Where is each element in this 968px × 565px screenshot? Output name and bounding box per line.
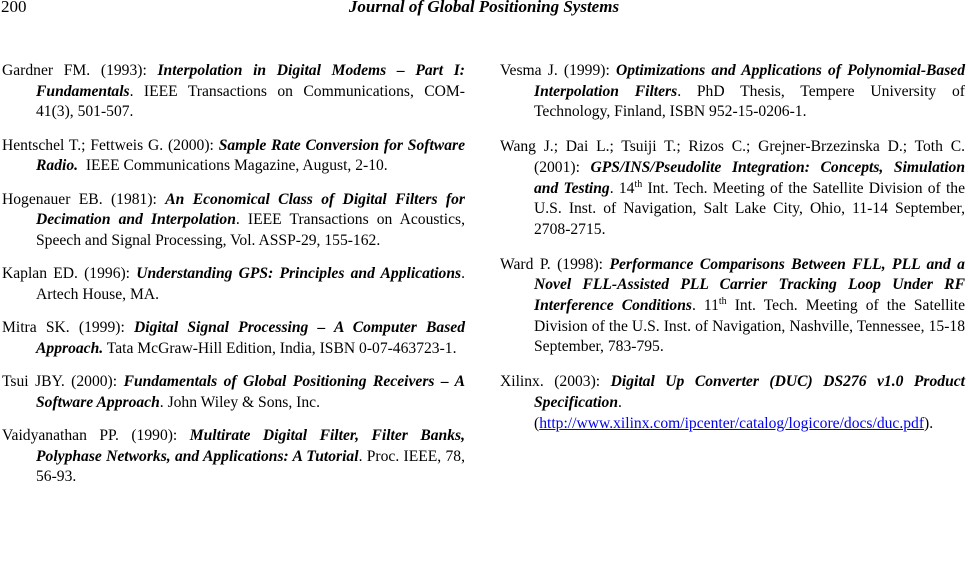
reference-url-link[interactable]: http://www.xilinx.com/ipcenter/catalog/logicore/docs/duc.pdf bbox=[539, 414, 925, 432]
reference-authors: Hentschel T.; Fettweis G. (2000): bbox=[2, 136, 219, 154]
reference-authors: Vesma J. (1999): bbox=[500, 62, 616, 79]
journal-title: Journal of Global Positioning Systems bbox=[348, 0, 620, 16]
reference-title: An Economical Class of Digital Filters for Decimation and Interpolation bbox=[36, 190, 465, 229]
reference-gardner bbox=[2, 61, 465, 123]
reference-title: Understanding GPS: Principles and Applications bbox=[136, 265, 462, 283]
reference-details-continued: Int. Tech. Meeting of the Satellite Division of the U.S. Inst. of Navigation, Salt Lake City, Ohio, 11-14 September, 2708-2715. bbox=[534, 179, 965, 238]
reference-vesma bbox=[500, 61, 965, 123]
reference-authors: Hogenauer EB. (1981): bbox=[2, 190, 166, 208]
reference-authors: Ward P. (1998): bbox=[500, 255, 610, 273]
reference-authors: Tsui JBY. (2000): bbox=[2, 372, 124, 390]
reference-title: Optimizations and Applications of Polynomial-Based Interpolation Filters bbox=[534, 62, 966, 100]
ordinal-suffix: th bbox=[718, 296, 727, 308]
reference-details: . IEEE Transactions on Communications, COM-41(3), 501-507. bbox=[36, 82, 465, 121]
reference-hentschel bbox=[2, 136, 465, 177]
reference-details: IEEE Communications Magazine, August, 2-10. bbox=[78, 157, 388, 175]
reference-wang bbox=[500, 137, 965, 241]
reference-details: . PhD Thesis, Tempere University of Technology, Finland, ISBN 952-15-0206-1. bbox=[534, 82, 966, 121]
reference-authors: Xilinx. (2003): bbox=[500, 373, 611, 391]
reference-authors: Gardner FM. (1993): bbox=[2, 62, 158, 79]
reference-details: . Artech House, MA. bbox=[36, 265, 465, 303]
reference-title: Fundamentals of Global Positioning Receivers – A Software Approach bbox=[36, 372, 466, 411]
reference-authors: Wang J.; Dai L.; Tsuiji T.; Rizos C.; Grejner-Brzezinska D.; Toth C. (2001): bbox=[500, 138, 965, 176]
reference-mitra bbox=[2, 318, 465, 359]
reference-kaplan bbox=[2, 264, 465, 305]
page-number: 200 bbox=[1, 0, 27, 16]
reference-title: Interpolation in Digital Modems – Part I: Fundamentals bbox=[36, 62, 465, 100]
reference-title: Digital Signal Processing – A Computer Based Approach. bbox=[36, 319, 465, 357]
reference-title: Digital Up Converter (DUC) DS276 v1.0 Product Specification bbox=[534, 373, 965, 411]
reference-details-continued: ). bbox=[924, 414, 934, 432]
reference-authors: Vaidyanathan PP. (1990): bbox=[2, 426, 190, 444]
reference-hogenauer bbox=[2, 190, 465, 252]
reference-details: . Proc. IEEE, 78, 56-93. bbox=[36, 447, 465, 486]
reference-details: . 11 bbox=[691, 297, 719, 315]
reference-authors: Mitra SK. (1999): bbox=[2, 319, 134, 337]
reference-title: Performance Comparisons Between FLL, PLL and a Novel FLL-Assisted PLL Carrier Tracking Loop Under RF Interference Conditions bbox=[534, 255, 965, 315]
reference-details: . John Wiley & Sons, Inc. bbox=[159, 393, 320, 411]
ordinal-suffix: th bbox=[634, 178, 643, 190]
reference-details-continued: Int. Tech. Meeting of the Satellite Division of the U.S. Inst. of Navigation, Nashville, Tennessee, 15-18 September, 783-795. bbox=[534, 297, 965, 356]
reference-title: Multirate Digital Filter, Filter Banks, Polyphase Networks, and Applications: A Tutorial bbox=[36, 426, 465, 465]
reference-details: . IEEE Transactions on Acoustics, Speech and Signal Processing, Vol. ASSP-29, 155-162. bbox=[36, 211, 465, 249]
reference-title: GPS/INS/Pseudolite Integration: Concepts, Simulation and Testing bbox=[534, 158, 965, 197]
reference-xilinx bbox=[500, 372, 965, 434]
reference-title: Sample Rate Conversion for Software Radio. bbox=[36, 136, 465, 175]
references-left-column bbox=[2, 61, 465, 500]
reference-details: . 14 bbox=[609, 179, 635, 197]
reference-vaidyanathan bbox=[2, 426, 465, 488]
reference-tsui bbox=[2, 372, 465, 413]
reference-details: Tata McGraw-Hill Edition, India, ISBN 0-07-463723-1. bbox=[103, 339, 457, 357]
reference-details: . ( bbox=[534, 393, 622, 432]
references-right-column bbox=[500, 61, 965, 448]
reference-authors: Kaplan ED. (1996): bbox=[2, 265, 137, 283]
reference-ward bbox=[500, 255, 965, 359]
